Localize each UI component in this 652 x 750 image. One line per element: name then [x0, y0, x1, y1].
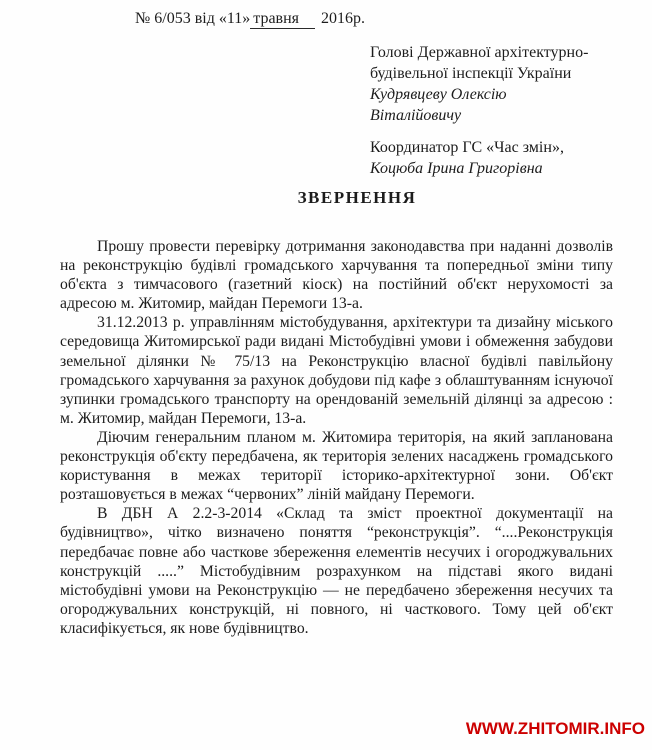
paragraph-3: Діючим генеральним планом м. Житомира територія, на який запланована реконструкція об'єкту передбачена, як територія зелених насаджень громадського користування в межах території історико-архітектурної зони. Об'єкт розташовується в межах “червоних” ліній майдану Перемоги.: [60, 428, 613, 504]
document-year: 2016р.: [321, 10, 366, 27]
paragraph-2: 31.12.2013 р. управлінням містобудування, архітектури та дизайну міського середовища Житомирської ради видані Містобудівні умови і обмеження забудови земельної ділянки № 75/13 на Реконструкцію власної будівлі павільйону громадського харчування за рахунок добудови під кафе з облаштуванням існуючої зупинки громадського транспорту на орендованій земельній ділянці за адресою : м. Житомир, майдан Перемоги, 13-а.: [60, 314, 613, 427]
addressee-name-line2: Віталійовичу: [370, 107, 462, 124]
paragraph-1: Прошу провести перевірку дотримання законодавства при наданні дозволів на реконструкцію будівлі громадського харчування та попередньої зміни типу об'єкта з тимчасового (газетний кіоск) на постійний об'єкт нерухомості за адресою м. Житомир, майдан Перемоги 13-а.: [60, 238, 613, 313]
sender-role: Координатор ГС «Час змін»,: [370, 139, 564, 156]
addressee-org-line1: Голові Державної архітектурно-: [370, 44, 589, 61]
document-number-prefix: № 6/053 від «11»: [135, 10, 251, 27]
addressee-org-line2: будівельної інспекції України: [370, 65, 572, 82]
letter-body: [60, 237, 613, 638]
document-number-line: [135, 10, 365, 29]
site-watermark: WWW.ZHITOMIR.INFO: [465, 719, 645, 738]
paragraph-4: В ДБН А 2.2-3-2014 «Склад та зміст проектної документації на будівництво», чітко визначено поняття “реконструкція”. “....Реконструкція передбачає повне або часткове збереження елементів несучих і огороджувальних конструкцій .....” Містобудівним розрахунком на підставі якого видані містобудівні умови на Реконструкцію — не передбачено збереження несучих та огороджувальних конструкцій, ні повного, ні часткового. Тому цей об'єкт класифікується, як нове будівництво.: [60, 505, 613, 637]
letter-title: ЗВЕРНЕННЯ: [297, 188, 417, 207]
addressee-name-line1: Кудрявцеву Олексію: [370, 86, 507, 103]
document-month-underlined: травня: [250, 10, 315, 29]
sender-block: [370, 137, 620, 179]
sender-name: Коцюба Ірина Григорівна: [370, 160, 543, 177]
addressee-block: [370, 42, 620, 179]
